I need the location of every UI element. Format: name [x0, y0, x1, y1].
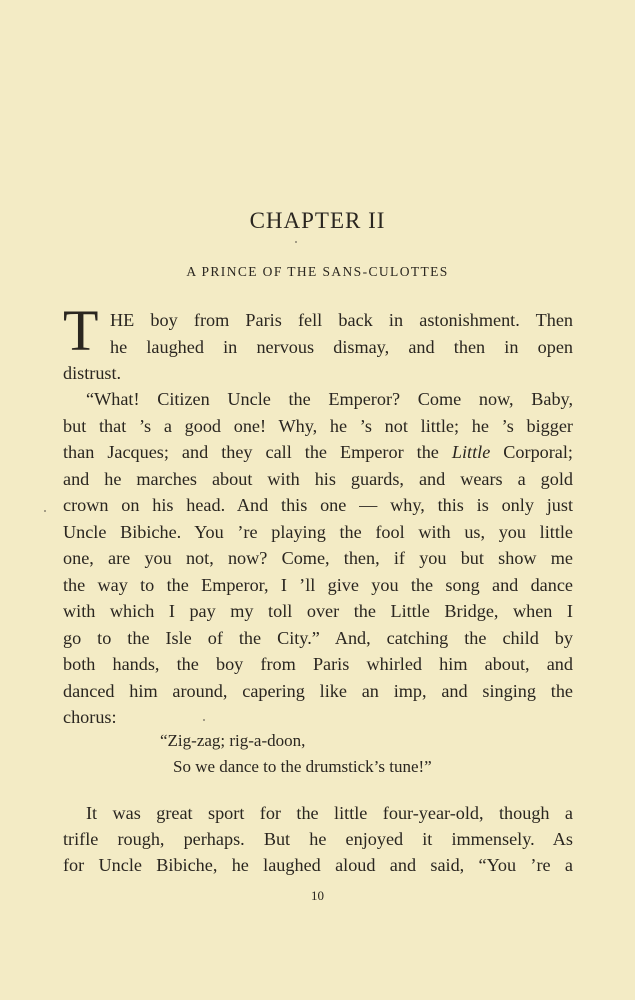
verse-line: So we dance to the drumstick’s tune!” [173, 757, 432, 776]
text-line: he laughed in nervous dismay, and then in open [110, 337, 573, 357]
chapter-title: CHAPTER II [249, 208, 386, 233]
text-line: but that ’s a good one! Why, he ’s not little; he ’s bigger [63, 416, 573, 436]
text-line: the way to the Emperor, I ’ll give you the song and dance [63, 575, 573, 595]
chapter-subtitle: A PRINCE OF THE SANS-CULOTTES [186, 264, 449, 279]
text-line: danced him around, capering like an imp, and singing the [63, 681, 573, 701]
paper-speck [44, 510, 46, 512]
text-line: Uncle Bibiche. You ’re playing the fool with us, you little [63, 522, 573, 542]
text-line: both hands, the boy from Paris whirled him about, and [63, 654, 573, 674]
text-line: HE boy from Paris fell back in astonishment. Then [110, 310, 573, 330]
verse-line: “Zig-zag; rig-a-doon, [160, 731, 306, 750]
text-line: than Jacques; and they call the Emperor the Little Corporal; [63, 442, 573, 462]
paper-speck [203, 719, 205, 721]
drop-cap: T [63, 298, 99, 363]
text-line: trifle rough, perhaps. But he enjoyed it immensely. As [63, 829, 573, 849]
text-line: crown on his head. And this one — why, this is only just [63, 495, 573, 515]
page-number: 10 [311, 888, 324, 903]
text-line: “What! Citizen Uncle the Emperor? Come now, Baby, [86, 389, 573, 409]
text-line: for Uncle Bibiche, he laughed aloud and said, “You ’re a [63, 855, 573, 875]
text-line: and he marches about with his guards, and wears a gold [63, 469, 573, 489]
text-line: distrust. [63, 363, 122, 383]
italic-emphasis: Little [451, 442, 491, 462]
text-line: one, are you not, now? Come, then, if you but show me [63, 548, 573, 568]
text-line: with which I pay my toll over the Little Bridge, when I [63, 601, 573, 621]
paper-speck [295, 241, 297, 243]
text-line: chorus: [63, 707, 117, 727]
text-line: go to the Isle of the City.” And, catching the child by [63, 628, 573, 648]
text-line: It was great sport for the little four-year-old, though a [86, 803, 573, 823]
